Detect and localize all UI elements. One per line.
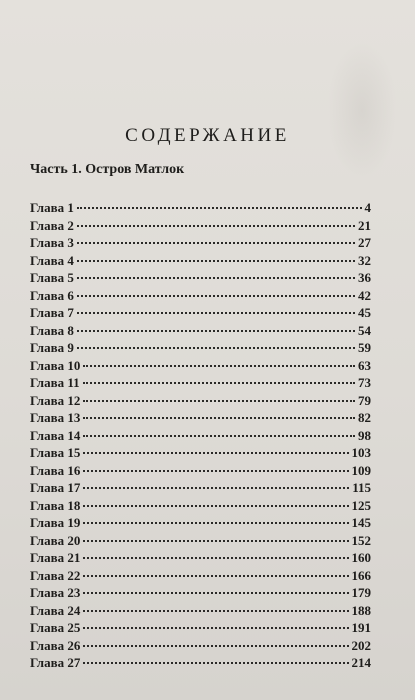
toc-entry [30, 269, 371, 287]
dot-leader [83, 435, 355, 437]
dot-leader [77, 312, 355, 314]
toc-entry [30, 637, 371, 655]
page-number: 82 [358, 410, 371, 425]
dot-leader [83, 627, 348, 629]
toc-entry [30, 584, 371, 602]
toc-entry [30, 322, 371, 340]
chapter-label: Глава 27 [30, 655, 81, 670]
chapter-label: Глава 26 [30, 637, 81, 653]
page-number: 73 [358, 375, 371, 390]
page-number: 4 [364, 200, 371, 215]
dot-leader [83, 575, 348, 577]
chapter-label: Глава 19 [30, 515, 81, 530]
dot-leader [77, 260, 355, 262]
chapter-label: Глава 1 [30, 200, 74, 215]
dot-leader [77, 295, 355, 297]
page-number: 160 [351, 550, 371, 565]
part-heading: Часть 1. Остров Матлок [30, 162, 185, 177]
dot-leader [83, 382, 355, 384]
page-number: 79 [358, 392, 371, 408]
chapter-label: Глава 5 [30, 270, 74, 285]
chapter-label: Глава 13 [30, 410, 81, 425]
page-number: 166 [351, 567, 371, 583]
chapter-label: Глава 12 [30, 392, 81, 408]
chapter-label: Глава 4 [30, 252, 74, 268]
toc-entry [30, 619, 371, 637]
dot-leader [83, 400, 355, 402]
toc-entry [30, 199, 371, 217]
page-number: 36 [358, 270, 371, 285]
chapter-label: Глава 16 [30, 462, 81, 478]
toc-entry [30, 479, 371, 497]
chapter-label: Глава 11 [30, 375, 80, 390]
dot-leader [83, 610, 348, 612]
chapter-label: Глава 23 [30, 585, 81, 600]
page-number: 109 [351, 462, 371, 478]
dot-leader [83, 645, 348, 647]
chapter-label: Глава 15 [30, 445, 81, 460]
page-number: 152 [351, 532, 371, 548]
page-number: 45 [358, 305, 371, 320]
dot-leader [83, 592, 348, 594]
toc-entry [30, 514, 371, 532]
chapter-label: Глава 3 [30, 235, 74, 250]
chapter-label: Глава 2 [30, 217, 74, 233]
toc-entry [30, 602, 371, 620]
page-number: 32 [358, 252, 371, 268]
chapter-label: Глава 9 [30, 340, 74, 355]
dot-leader [77, 347, 355, 349]
page-number: 191 [351, 620, 371, 635]
dot-leader [83, 522, 348, 524]
page-number: 179 [351, 585, 371, 600]
dot-leader [77, 277, 355, 279]
toc-entry [30, 234, 371, 252]
chapter-label: Глава 8 [30, 322, 74, 338]
chapter-label: Глава 25 [30, 620, 81, 635]
dot-leader [77, 225, 355, 227]
page-number: 21 [358, 217, 371, 233]
dot-leader [83, 470, 348, 472]
chapter-label: Глава 21 [30, 550, 81, 565]
dot-leader [77, 207, 362, 209]
dot-leader [83, 452, 348, 454]
toc-entry [30, 444, 371, 462]
table-of-contents [30, 199, 371, 672]
page-number: 115 [352, 480, 371, 495]
toc-entry [30, 392, 371, 410]
toc-entry [30, 217, 371, 235]
toc-entry [30, 497, 371, 515]
page-number: 145 [351, 515, 371, 530]
dot-leader [77, 242, 355, 244]
dot-leader [83, 557, 348, 559]
page-number: 125 [351, 497, 371, 513]
chapter-label: Глава 7 [30, 305, 74, 320]
toc-entry [30, 287, 371, 305]
toc-entry [30, 339, 371, 357]
dot-leader [83, 487, 349, 489]
chapter-label: Глава 24 [30, 602, 81, 618]
toc-entry [30, 549, 371, 567]
toc-entry [30, 567, 371, 585]
dot-leader [83, 417, 355, 419]
page-number: 59 [358, 340, 371, 355]
page-number: 188 [351, 602, 371, 618]
page-number: 98 [358, 427, 371, 443]
show-through-shadow [327, 40, 397, 180]
chapter-label: Глава 6 [30, 287, 74, 303]
page-number: 202 [351, 637, 371, 653]
page-number: 103 [351, 445, 371, 460]
page-title: СОДЕРЖАНИЕ [125, 125, 290, 146]
dot-leader [83, 540, 348, 542]
toc-entry [30, 374, 371, 392]
toc-entry [30, 304, 371, 322]
chapter-label: Глава 17 [30, 480, 81, 495]
toc-entry [30, 252, 371, 270]
dot-leader [83, 662, 348, 664]
dot-leader [77, 330, 355, 332]
toc-entry [30, 357, 371, 375]
chapter-label: Глава 22 [30, 567, 81, 583]
page-number: 63 [358, 357, 371, 373]
page-number: 54 [358, 322, 371, 338]
dot-leader [83, 365, 355, 367]
page-number: 214 [351, 655, 371, 670]
toc-entry [30, 409, 371, 427]
dot-leader [83, 505, 348, 507]
page-number: 27 [358, 235, 371, 250]
chapter-label: Глава 10 [30, 357, 81, 373]
page-number: 42 [358, 287, 371, 303]
chapter-label: Глава 14 [30, 427, 81, 443]
toc-entry [30, 462, 371, 480]
toc-entry [30, 654, 371, 672]
toc-entry [30, 532, 371, 550]
toc-entry [30, 427, 371, 445]
chapter-label: Глава 18 [30, 497, 81, 513]
chapter-label: Глава 20 [30, 532, 81, 548]
